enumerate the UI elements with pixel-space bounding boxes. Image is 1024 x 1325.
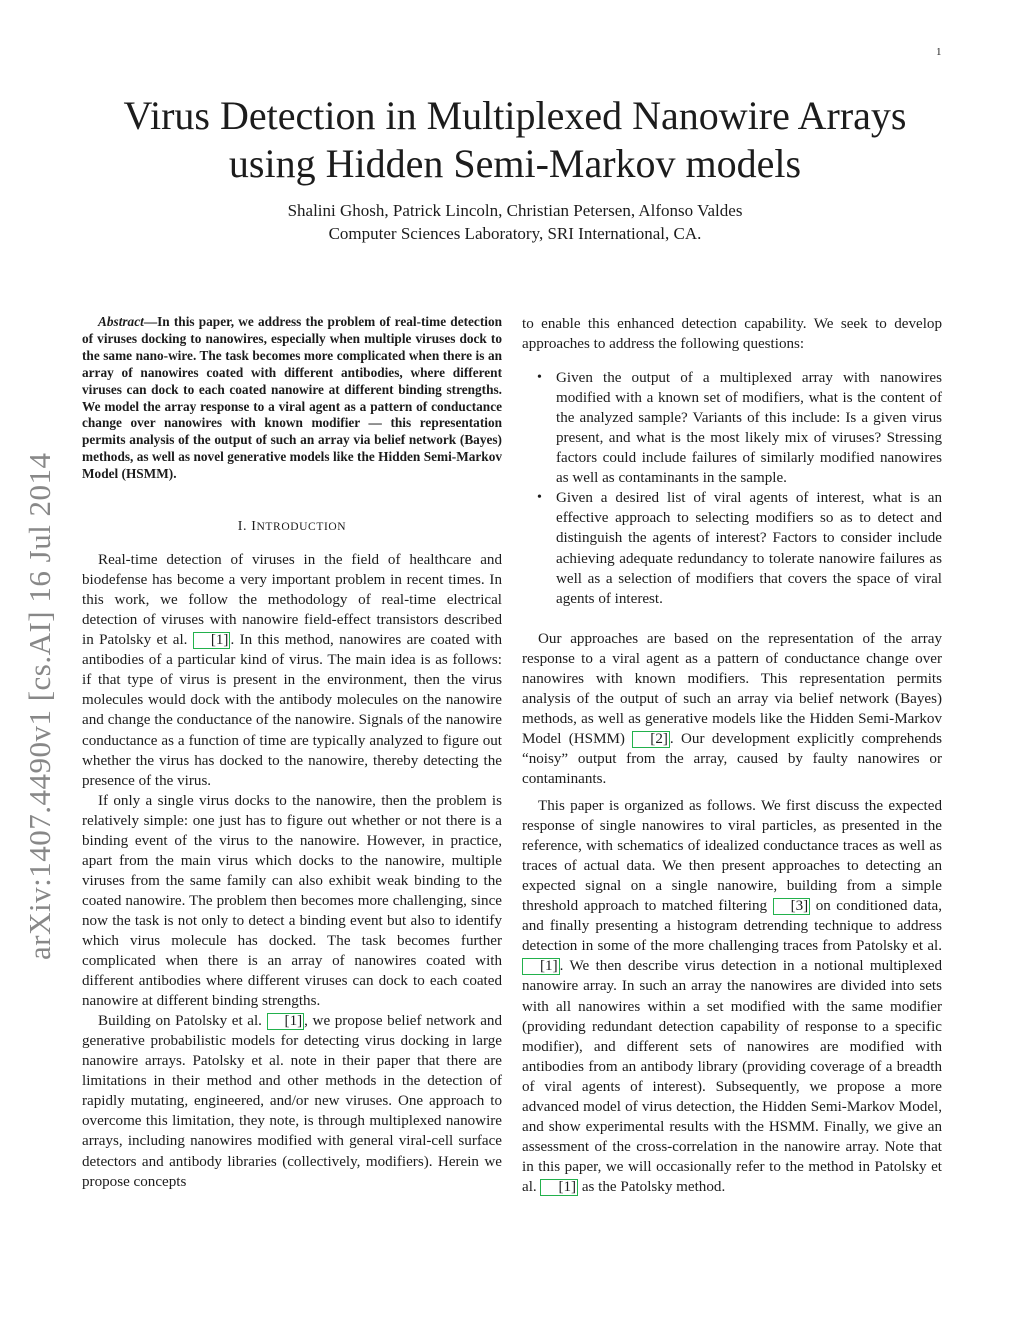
text-run: . We then describe virus detection in a notional multiplexed nanowire array. In such an array the nanowires are divided into sets with all nanowires within a set modified with the same modifier (providing redundant detection capability of response to a specific modifier), and different sets of nanowires are modified with antibodies from an antibody library (providing coverage of a breadth of viral agents of interest). Subsequently, we propose a more advanced model of virus detection, the Hidden Semi-Markov Model, and show experimental results with the HSMM. Finally, we give an assessment of the cross-correlation in the nanowire array. Note that in this paper, we will occasionally refer to the method in Patolsky et al. (522, 958, 942, 1195)
text-run: on conditioned data, and finally presenting a histogram detrending technique to address detection in some of the more challenging traces from Patolsky et al. (522, 898, 942, 955)
intro-paragraph-3 (82, 1011, 502, 1191)
list-item-text: Given the output of a multiplexed array with nanowires modified with a known set of modifiers, what is the content of the analyzed sample? Variants of this include: Is a given virus present, and what is the most likely mix of viruses? Stressing factors could include failures of similarly modified nanowires as well as contaminants in the sample. (556, 370, 942, 487)
list-item-text: Given a desired list of viral agents of interest, what is an effective approach to selecting modifiers so as to detect and distinguish the agents of interest? Factors to consider include achieving adequate redundancy to tolerate nanowire failures as well as a selection of modifiers that covers the space of viral agents of interest. (556, 490, 942, 607)
arxiv-identifier-stamp: arXiv:1407.4490v1 [cs.AI] 16 Jul 2014 (22, 452, 57, 960)
citation-label: [1] (193, 632, 231, 649)
text-run: Real-time detection of viruses in the field of healthcare and biodefense has become a very important problem in recent times. In this work, we follow the methodology of real-time electrical detection of viruses with nanowire field-effect transistors described in Patolsky et al. (82, 552, 502, 649)
paper-title (60, 92, 970, 188)
title-line-1: Virus Detection in Multiplexed Nanowire Arrays (123, 93, 907, 138)
text-run: Our approaches are based on the representation of the array response to a viral agent as a pattern of conductance change over nanowires with known modifiers. This representation permits analysis of the output of such an array via belief network (Bayes) methods, as well as generative models like the Hidden Semi-Markov Model (HSMM) (522, 630, 942, 747)
right-column (522, 314, 942, 1197)
citation-link-3[interactable] (773, 898, 811, 914)
section-numeral: I. I (237, 519, 257, 535)
intro-paragraph-1 (82, 550, 502, 791)
text-run: as the Patolsky method. (578, 1178, 726, 1195)
citation-link-1[interactable] (522, 958, 560, 974)
text-run: , we propose belief network and generative probabilistic models for detecting virus docking in large nanowire arrays. Patolsky et al. note in their paper that there are limitations in their method and other methods in the detection of rapidly mutating, engineered, and/or new viruses. One approach to overcome this limitation, they note, is through multiplexed nanowire arrays, including nanowires modified with general viral-cell surface detectors and antibody libraries (collectively, modifiers). Herein we propose concepts (82, 1013, 502, 1190)
text-run: . In this method, nanowires are coated with antibodies of a particular kind of virus. The main idea is as follows: if that type of virus is present in the environment, then the virus molecules would dock with the antibody molecules on the nanowire and change the conductance of the nanowire. Signals of the nanowire conductance as a function of time are typically analyzed to figure out whether the virus has docked to the nanowire, thereby detecting the presence of the virus. (82, 632, 502, 789)
intro-paragraph-6 (522, 796, 942, 1197)
affiliation: Computer Sciences Laboratory, SRI International, CA. (328, 224, 702, 243)
bullet-icon: • (537, 370, 542, 386)
list-item (522, 368, 942, 488)
text-run: Building on Patolsky et al. (98, 1013, 267, 1030)
author-block (60, 199, 970, 245)
list-item (522, 488, 942, 608)
left-column (82, 314, 502, 1192)
question-list (522, 368, 942, 609)
intro-paragraph-4: to enable this enhanced detection capability. We seek to develop approaches to address the following questions: (522, 316, 942, 353)
section-heading-introduction (82, 517, 502, 537)
citation-link-2[interactable] (632, 731, 670, 747)
text-run: This paper is organized as follows. We first discuss the expected response of single nanowires to viral particles, as presented in the reference, with schematics of idealized conductance traces as well as traces of actual data. We then present approaches to detecting an expected signal on a single nanowire, building from a simple threshold approach to matched filtering (522, 798, 942, 915)
author-list: Shalini Ghosh, Patrick Lincoln, Christian Petersen, Alfonso Valdes (287, 201, 743, 220)
citation-label: [1] (540, 1179, 578, 1196)
abstract (82, 314, 502, 483)
citation-link-1[interactable] (540, 1179, 578, 1195)
bullet-icon: • (537, 490, 542, 506)
citation-link-1[interactable] (193, 632, 231, 648)
citation-label: [3] (773, 898, 811, 915)
intro-paragraph-2: If only a single virus docks to the nanowire, then the problem is relatively simple: one just has to figure out whether or not there is a binding event of the virus to the nanowire. However, in practice, apart from the main virus which docks to the nanowire, multiple viruses from the same family can also exhibit weak binding to the coated nanowire. The problem then becomes more challenging, since now the task is not only to detect a binding event but also to identify which virus molecule has docked. The task becomes further complicated when there is an array of nanowires coated with different antibodies where different viruses can dock to each coated nanowire at different binding strengths. (82, 792, 502, 1010)
abstract-text: —In this paper, we address the problem of real-time detection of viruses docking to nanowires, especially when multiple viruses dock to the same nano-wire. The task becomes more complicated when there is an array of nanowires coated with different antibodies, where different viruses can dock to each coated nanowire at different binding strengths. We model the array response to a viral agent as a pattern of conductance change over nanowires with known modifier — this representation permits analysis of the output of such an array via belief network (Bayes) methods, as well as novel generative models like the Hidden Semi-Markov Model (HSMM). (82, 314, 502, 482)
text-run: . Our development explicitly comprehends “noisy” output from the array, caused by faulty nanowires or contaminants. (522, 730, 942, 787)
title-line-2: using Hidden Semi-Markov models (228, 141, 802, 186)
section-title-smallcaps: NTRODUCTION (256, 521, 347, 534)
citation-label: [1] (522, 958, 560, 975)
abstract-label: Abstract (98, 314, 144, 329)
citation-label: [2] (632, 731, 670, 748)
citation-link-1[interactable] (267, 1013, 305, 1029)
citation-label: [1] (267, 1013, 305, 1030)
page-number: 1 (936, 46, 942, 58)
intro-paragraph-5 (522, 629, 942, 789)
